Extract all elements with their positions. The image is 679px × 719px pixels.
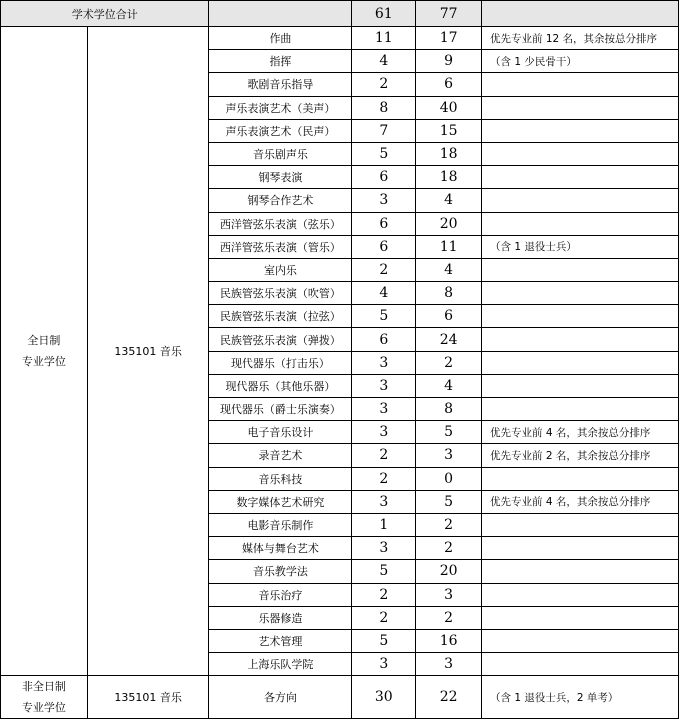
direction-cell: 现代器乐（打击乐） [209,351,352,374]
note-cell [482,258,679,281]
quota-1-cell: 3 [352,490,416,513]
summary-note-cell [482,1,679,27]
quota-2-cell: 8 [416,398,482,421]
direction-cell: 民族管弦乐表演（拉弦） [209,305,352,328]
direction-cell: 录音艺术 [209,444,352,467]
quota-2-cell: 3 [416,653,482,676]
direction-cell: 现代器乐（爵士乐演奏） [209,398,352,421]
direction-cell: 现代器乐（其他乐器） [209,374,352,397]
note-cell [482,142,679,165]
direction-cell: 电子音乐设计 [209,421,352,444]
quota-1-cell: 2 [352,606,416,629]
direction-cell: 数字媒体艺术研究 [209,490,352,513]
quota-2-cell: 11 [416,235,482,258]
direction-cell: 音乐剧声乐 [209,142,352,165]
quota-1-cell: 3 [352,653,416,676]
quota-2-cell: 22 [416,676,482,719]
direction-cell: 音乐治疗 [209,583,352,606]
quota-2-cell: 8 [416,282,482,305]
note-cell [482,305,679,328]
note-cell [482,653,679,676]
note-cell [482,583,679,606]
quota-2-cell: 15 [416,119,482,142]
quota-2-cell: 24 [416,328,482,351]
quota-1-cell: 5 [352,629,416,652]
direction-cell: 室内乐 [209,258,352,281]
direction-cell: 电影音乐制作 [209,513,352,536]
quota-1-cell: 3 [352,537,416,560]
summary-num1: 61 [352,1,416,27]
direction-cell: 乐器修造 [209,606,352,629]
quota-1-cell: 6 [352,235,416,258]
summary-empty-cell [209,1,352,27]
note-cell [482,467,679,490]
quota-2-cell: 2 [416,351,482,374]
quota-1-cell: 6 [352,328,416,351]
quota-1-cell: 6 [352,212,416,235]
note-cell [482,351,679,374]
quota-1-cell: 11 [352,27,416,50]
note-cell [482,73,679,96]
quota-2-cell: 2 [416,537,482,560]
direction-cell: 艺术管理 [209,629,352,652]
quota-1-cell: 2 [352,583,416,606]
note-cell: 优先专业前 4 名，其余按总分排序 [482,421,679,444]
quota-1-cell: 8 [352,96,416,119]
quota-2-cell: 40 [416,96,482,119]
quota-2-cell: 9 [416,50,482,73]
note-cell [482,374,679,397]
quota-2-cell: 20 [416,560,482,583]
direction-cell: 上海乐队学院 [209,653,352,676]
major-code-part-time: 135101 音乐 [87,676,209,719]
table-body [1,1,679,719]
quota-2-cell: 6 [416,305,482,328]
quota-1-cell: 3 [352,421,416,444]
direction-cell: 民族管弦乐表演（吹管） [209,282,352,305]
note-cell: 优先专业前 4 名，其余按总分排序 [482,490,679,513]
quota-2-cell: 5 [416,421,482,444]
quota-1-cell: 7 [352,119,416,142]
direction-cell: 钢琴合作艺术 [209,189,352,212]
direction-cell: 西洋管弦乐表演（管乐） [209,235,352,258]
table-row [1,27,679,50]
quota-2-cell: 6 [416,73,482,96]
quota-2-cell: 3 [416,444,482,467]
direction-cell: 媒体与舞台艺术 [209,537,352,560]
direction-cell: 民族管弦乐表演（弹拨） [209,328,352,351]
note-cell [482,328,679,351]
note-cell [482,629,679,652]
note-cell [482,282,679,305]
direction-cell: 音乐教学法 [209,560,352,583]
quota-2-cell: 3 [416,583,482,606]
quota-1-cell: 30 [352,676,416,719]
note-cell [482,96,679,119]
note-cell [482,212,679,235]
direction-cell: 歌剧音乐指导 [209,73,352,96]
part-time-row [1,676,679,719]
quota-2-cell: 2 [416,513,482,536]
quota-1-cell: 5 [352,142,416,165]
quota-2-cell: 16 [416,629,482,652]
quota-1-cell: 3 [352,374,416,397]
note-cell: （含 1 退役士兵） [482,235,679,258]
note-cell [482,513,679,536]
direction-cell: 作曲 [209,27,352,50]
quota-1-cell: 2 [352,258,416,281]
direction-cell: 声乐表演艺术（民声） [209,119,352,142]
direction-cell: 指挥 [209,50,352,73]
note-cell [482,119,679,142]
summary-label: 学术学位合计 [1,1,209,27]
quota-1-cell: 6 [352,166,416,189]
study-mode-full-time: 全日制 专业学位 [1,27,88,676]
quota-1-cell: 2 [352,444,416,467]
quota-1-cell: 2 [352,467,416,490]
direction-cell: 各方向 [209,676,352,719]
quota-1-cell: 3 [352,398,416,421]
note-cell: （含 1 退役士兵，2 单考） [482,676,679,719]
quota-2-cell: 4 [416,374,482,397]
quota-2-cell: 0 [416,467,482,490]
direction-cell: 西洋管弦乐表演（弦乐） [209,212,352,235]
note-cell: 优先专业前 12 名，其余按总分排序 [482,27,679,50]
quota-2-cell: 18 [416,166,482,189]
quota-2-cell: 4 [416,189,482,212]
quota-1-cell: 1 [352,513,416,536]
summary-num2: 77 [416,1,482,27]
quota-1-cell: 4 [352,50,416,73]
note-cell [482,166,679,189]
direction-cell: 音乐科技 [209,467,352,490]
quota-2-cell: 18 [416,142,482,165]
direction-cell: 声乐表演艺术（美声） [209,96,352,119]
note-cell [482,537,679,560]
direction-cell: 钢琴表演 [209,166,352,189]
note-cell [482,398,679,421]
note-cell [482,560,679,583]
note-cell [482,606,679,629]
summary-row [1,1,679,27]
note-cell: （含 1 少民骨干） [482,50,679,73]
quota-1-cell: 5 [352,560,416,583]
quota-1-cell: 5 [352,305,416,328]
quota-2-cell: 17 [416,27,482,50]
note-cell [482,189,679,212]
quota-2-cell: 2 [416,606,482,629]
quota-2-cell: 20 [416,212,482,235]
quota-1-cell: 3 [352,189,416,212]
major-code-full-time: 135101 音乐 [87,27,209,676]
quota-1-cell: 2 [352,73,416,96]
note-cell: 优先专业前 2 名，其余按总分排序 [482,444,679,467]
study-mode-part-time: 非全日制 专业学位 [1,676,88,719]
quota-2-cell: 4 [416,258,482,281]
quota-1-cell: 4 [352,282,416,305]
quota-2-cell: 5 [416,490,482,513]
quota-1-cell: 3 [352,351,416,374]
